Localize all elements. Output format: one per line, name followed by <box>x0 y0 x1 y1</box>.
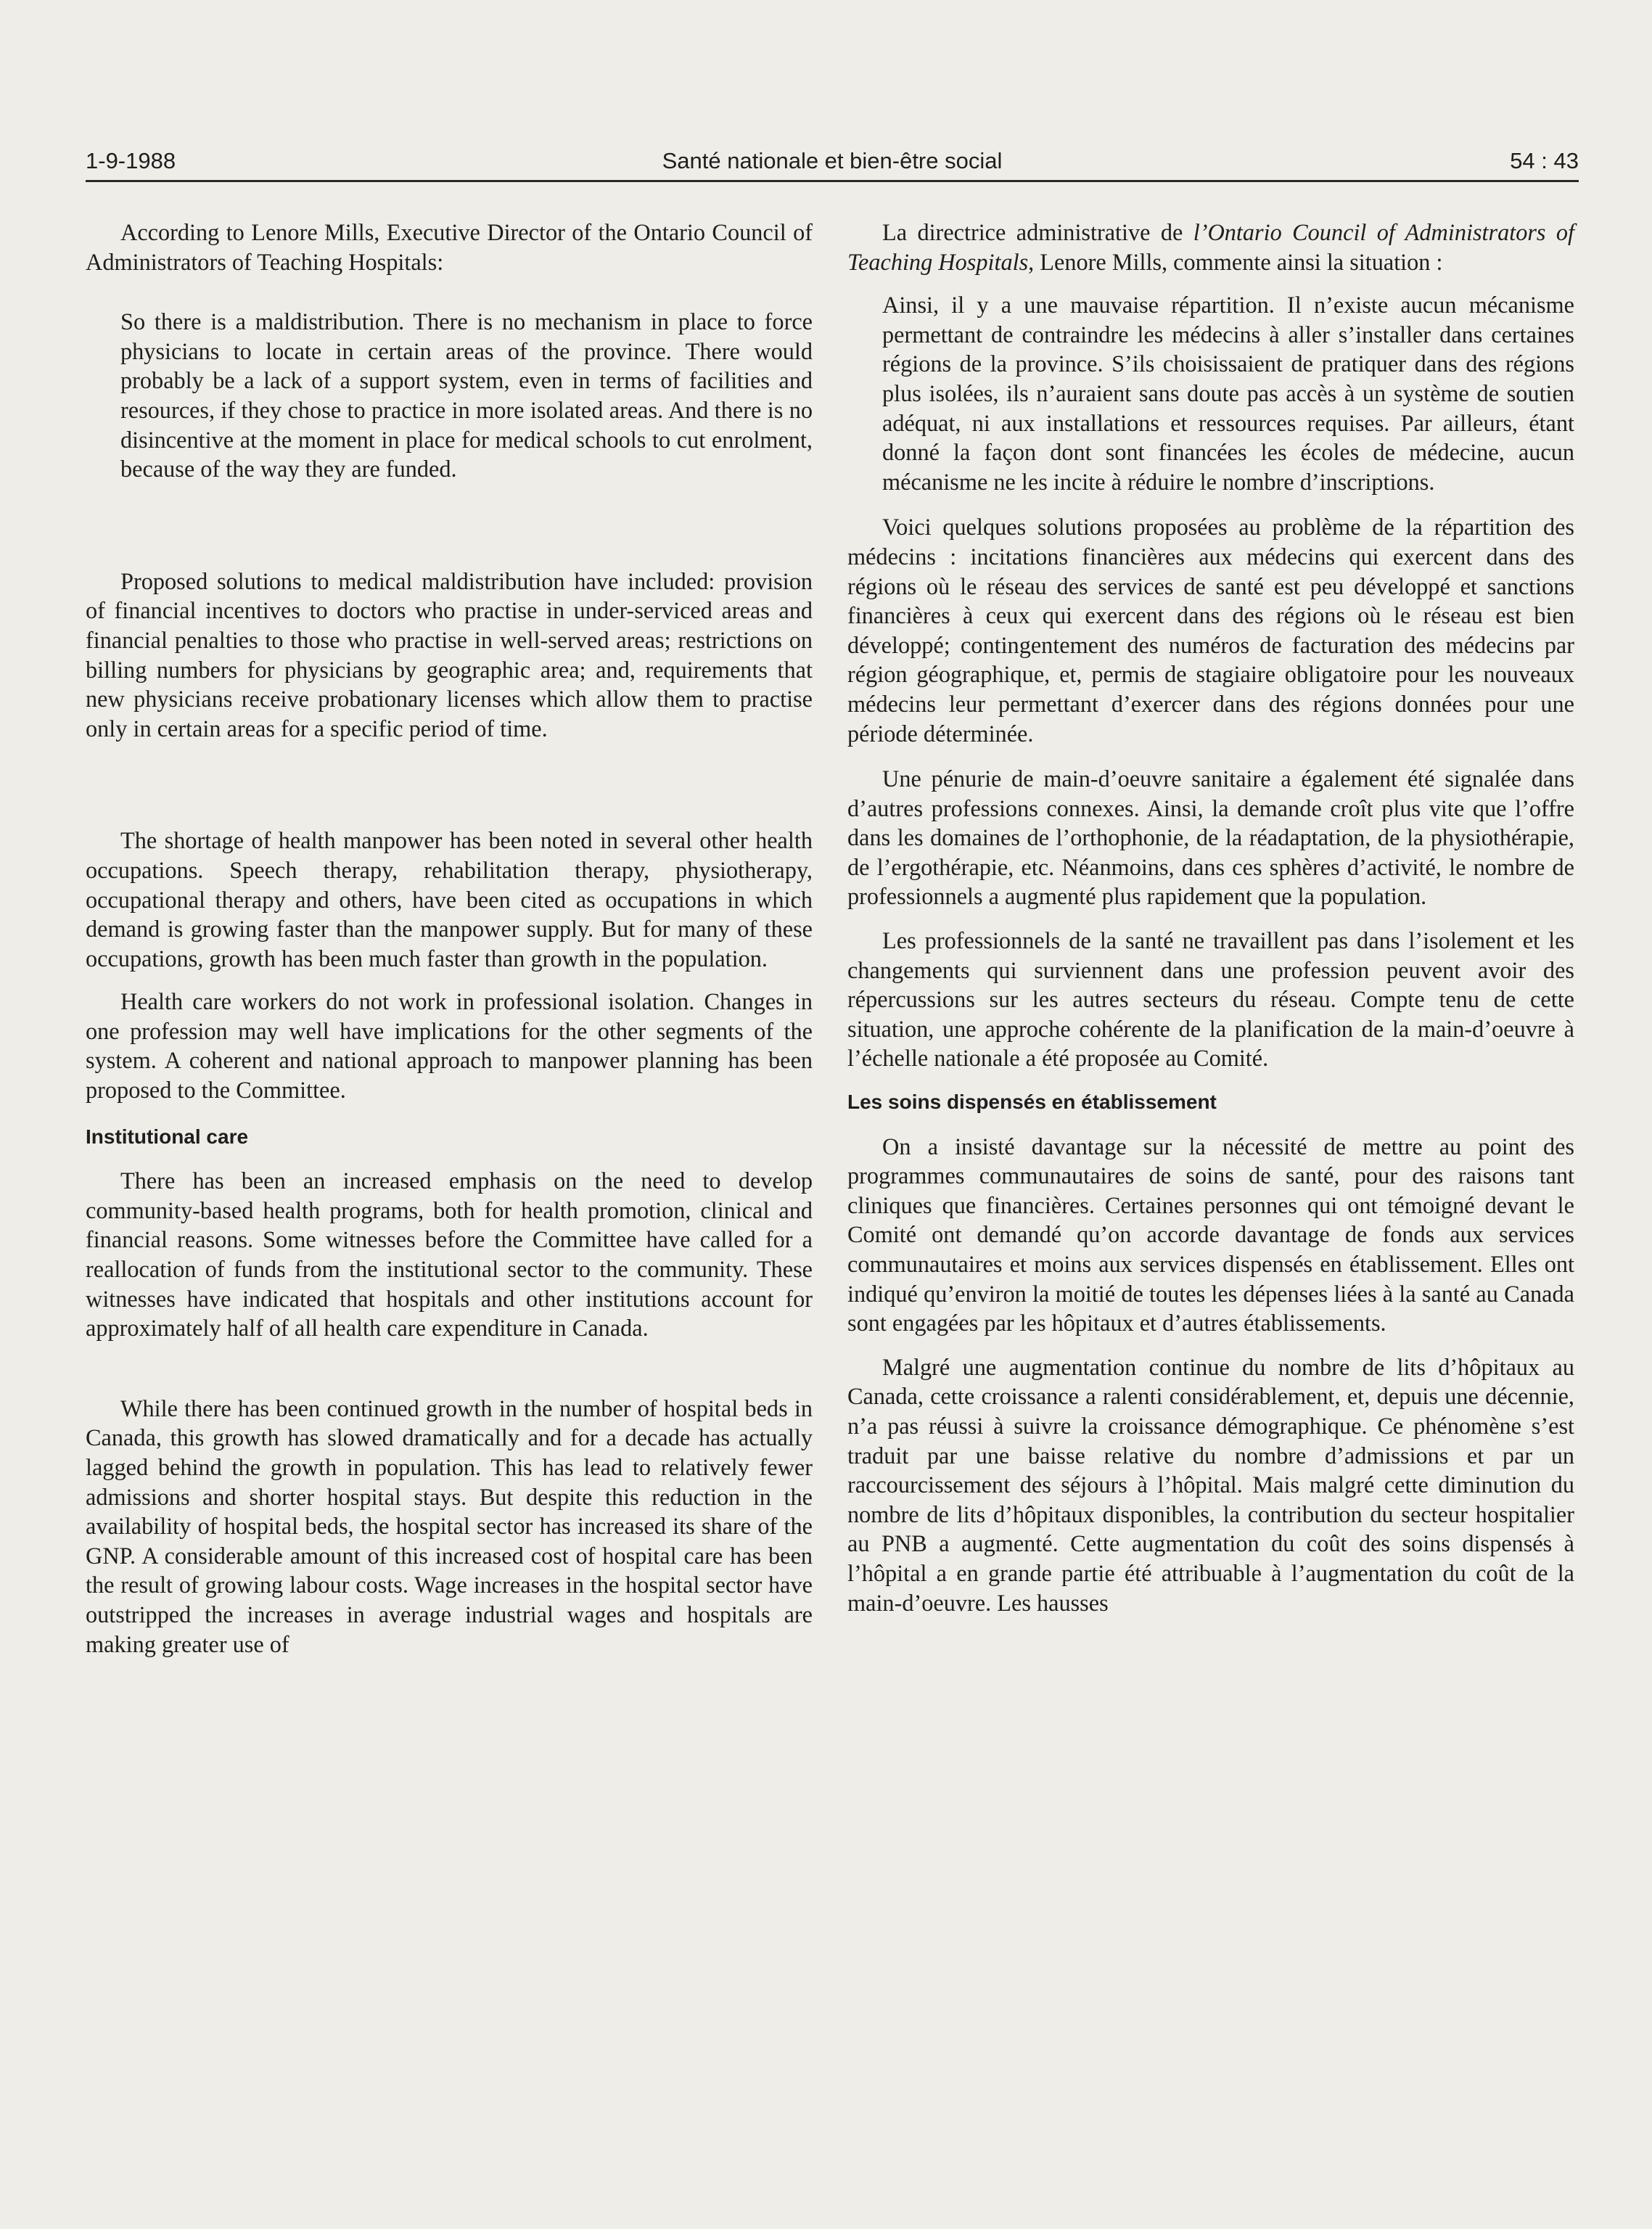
english-paragraph-4: There has been an increased emphasis on the need to develop community-based health programs, both for health promotion, clinical and financial reasons. Some witnesses before the Committee have called for a reallocation of funds from the institutional sector to the community. These witnesses have indicated that hospitals and other institutions account for approximately half of all health care expenditure in Canada. <box>86 1167 813 1342</box>
french-intro-pre: La directrice administrative de <box>882 219 1193 245</box>
english-paragraph-2: The shortage of health manpower has been noted in several other health occupations. Speech therapy, rehabilitation therapy, physiotherapy, occupational therapy and others, have been cited as occupations in which demand is growing faster than the manpower supply. But for many of these occupations, growth has been much faster than growth in the population. <box>86 827 813 972</box>
english-column <box>86 218 813 1659</box>
page-header <box>86 145 1579 182</box>
english-paragraph-5: While there has been continued growth in the number of hospital beds in Canada, this growth has slowed dramatically and for a decade has actually lagged behind the growth in population. This has lead to relatively fewer admissions and shorter hospital stays. But despite this reduction in the availability of hospital beds, the hospital sector has increased its share of the GNP. A considerable amount of this increased cost of hospital care has been the result of growing labour costs. Wage increases in the hospital sector have outstripped the increases in average industrial wages and hospitals are making greater use of <box>86 1395 813 1657</box>
french-paragraph-1: Voici quelques solutions proposées au problème de la répartition des médecins : incitations financières aux médecins qui exercent dans des régions où le réseau des services de santé est peu développé et sanctions financières à ceux qui exercent dans des régions où le réseau est bien développé; contingentement des numéros de facturation des médecins par région géographique, et, permis de stagiaire obligatoire pour les nouveaux médecins leur permettant d’exercer dans des régions données pour une période déterminée. <box>847 514 1574 747</box>
header-date: 1-9-1988 <box>86 148 176 173</box>
french-paragraph-5: Malgré une augmentation continue du nombre de lits d’hôpitaux au Canada, cette croissance a ralenti considérablement, et, depuis une décennie, n’a pas réussi à suivre la croissance démographique. Ce phénomène s’est traduit par une baisse relative du nombre d’admissions et par un raccourcissement des séjours à l’hôpital. Mais malgré cette diminution du nombre de lits d’hôpitaux disponibles, la contribution du secteur hospitalier au PNB a augmenté. Cette augmentation du coût des soins dispensés à l’hôpital a en grande partie été attribuable à l’augmentation du coût de la main-d’oeuvre. Les hausses <box>847 1353 1574 1616</box>
french-column <box>847 218 1574 1617</box>
french-section-heading: Les soins dispensés en établissement <box>847 1091 1217 1114</box>
english-intro: According to Lenore Mills, Executive Director of the Ontario Council of Administrators of Teaching Hospitals: <box>86 219 813 275</box>
french-paragraph-3: Les professionnels de la santé ne travaillent pas dans l’isolement et les changements qui surviennent dans une profession peuvent avoir des répercussions sur les autres secteurs du réseau. Compte tenu de cette situation, une approche cohérente de la planification de la main-d’oeuvre à l’échelle nationale a été proposée au Comité. <box>847 927 1574 1072</box>
french-intro-post: , Lenore Mills, commente ainsi la situation : <box>1028 248 1443 275</box>
french-intro-organization: l’Ontario Council of Administrators of Teaching Hospitals <box>847 219 1574 275</box>
french-intro <box>847 218 1574 276</box>
french-quote: Ainsi, il y a une mauvaise répartition. Il n’existe aucun mécanisme permettant de contraindre les médecins à aller s’installer dans certaines régions de la province. S’ils choisissaient de pratiquer dans des régions plus isolées, ils n’auraient sans doute pas accès à un système de soutien adéquat, ni aux installations et ressources requises. Par ailleurs, étant donné la façon dont sont financées les écoles de médecine, aucun mécanisme ne les incite à réduire le nombre d’inscriptions. <box>882 292 1574 495</box>
header-title: Santé nationale et bien-être social <box>662 148 1003 173</box>
french-paragraph-4: On a insisté davantage sur la nécessité de mettre au point des programmes communautaires de soins de santé, pour des raisons tant cliniques que financières. Certaines personnes qui ont témoigné devant le Comité ont demandé qu’on accorde davantage de fonds aux services communautaires et moins aux services dispensés en établissement. Elles ont indiqué qu’environ la moitié de toutes les dépenses liées à la santé au Canada sont engagées par les hôpitaux et d’autres établissements. <box>847 1133 1574 1337</box>
english-quote: So there is a maldistribution. There is no mechanism in place to force physicians to locate in certain areas of the province. There would probably be a lack of a support system, even in terms of facilities and resources, if they chose to practice in more isolated areas. And there is no disincentive at the moment in place for medical schools to cut enrolment, because of the way they are funded. <box>120 308 813 483</box>
english-section-heading: Institutional care <box>86 1125 249 1148</box>
french-paragraph-2: Une pénurie de main-d’oeuvre sanitaire a également été signalée dans d’autres professions connexes. Ainsi, la demande croît plus vite que l’offre dans les domaines de l’orthophonie, de la réadaptation, de la physiothérapie, de l’ergothérapie, etc. Néanmoins, dans ces sphères d’activité, le nombre de professionnels a augmenté plus rapidement que la population. <box>847 765 1574 910</box>
header-page-number: 54 : 43 <box>1510 148 1579 173</box>
english-paragraph-3: Health care workers do not work in professional isolation. Changes in one profession may well have implications for the other segments of the system. A coherent and national approach to manpower planning has been proposed to the Committee. <box>86 988 813 1104</box>
english-paragraph-1: Proposed solutions to medical maldistribution have included: provision of financial incentives to doctors who practise in under-serviced areas and financial penalties to those who practise in well-served areas; restrictions on billing numbers for physicians by geographic area; and, requirements that new physicians receive probationary licenses which allow them to practise only in certain areas for a specific period of time. <box>86 567 813 742</box>
